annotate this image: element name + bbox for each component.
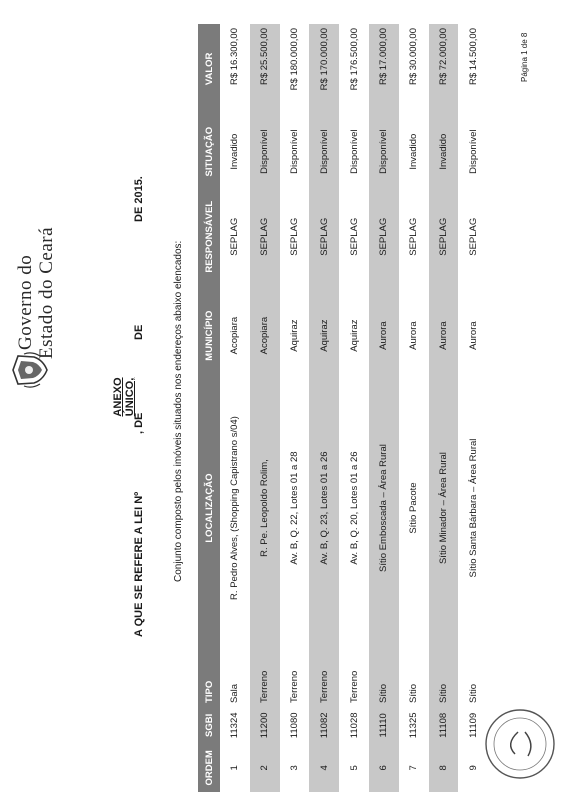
cell-tipo: Sítio	[408, 683, 420, 703]
imoveis-table	[198, 24, 488, 792]
cell-valor: R$ 176.500,00	[348, 28, 360, 91]
table-row	[369, 24, 399, 792]
cell-valor: R$ 14.500,00	[467, 28, 479, 86]
cell-responsavel: SEPLAG	[467, 217, 479, 256]
cell-ordem: 8	[429, 744, 459, 792]
cell-valor: R$ 17.000,00	[369, 24, 399, 114]
cell-municipio: Aurora	[369, 284, 399, 387]
cell-ordem: 7	[408, 765, 420, 771]
page-number: Página 1 de 8	[520, 32, 529, 82]
cell-sgbi: 11028	[348, 712, 360, 739]
cell-valor: R$ 72.000,00	[429, 24, 459, 114]
table-header-row	[198, 24, 220, 792]
refere-de2: DE	[133, 324, 145, 340]
cell-valor: R$ 16.300,00	[229, 28, 241, 86]
cell-situacao: Invadido	[429, 114, 459, 190]
cell-situacao: Disponível	[348, 129, 360, 174]
table-row	[280, 24, 310, 792]
table-row	[339, 24, 369, 792]
procuradoria-stamp-icon	[480, 704, 560, 784]
table-row	[250, 24, 280, 792]
cell-situacao: Disponível	[309, 114, 339, 190]
cell-localizacao: Sítio Santa Bárbara – Área Rural	[467, 438, 479, 578]
cell-responsavel: SEPLAG	[229, 217, 241, 256]
cell-sgbi: 11110	[369, 707, 399, 744]
cell-ordem: 2	[250, 744, 280, 792]
cell-localizacao: Sítio Minador – Área Rural	[429, 387, 459, 628]
cell-municipio: Aurora	[467, 321, 479, 350]
cell-situacao: Invadido	[408, 133, 420, 170]
cell-municipio: Aurora	[429, 284, 459, 387]
cell-responsavel: SEPLAG	[309, 190, 339, 284]
cell-situacao: Disponível	[467, 129, 479, 174]
cell-tipo: Terreno	[288, 670, 300, 703]
col-valor: VALOR	[198, 24, 220, 114]
cell-ordem: 1	[229, 765, 241, 771]
table-row	[399, 24, 429, 792]
col-tipo: TIPO	[198, 629, 220, 707]
cell-responsavel: SEPLAG	[348, 217, 360, 256]
table-row	[429, 24, 459, 792]
refere-de1: , DE	[133, 412, 145, 434]
cell-valor: R$ 170.000,00	[309, 24, 339, 114]
cell-localizacao: R. Pedro Alves, (Shopping Capistrano s/04)	[229, 416, 241, 600]
cell-tipo: Terreno	[250, 629, 280, 707]
cell-tipo: Sítio	[467, 683, 479, 703]
cell-valor: R$ 180.000,00	[288, 28, 300, 91]
cell-municipio: Aquiraz	[309, 284, 339, 387]
cell-tipo: Terreno	[309, 629, 339, 707]
cell-localizacao: Av. B, Q. 22, Lotes 01 a 28	[288, 451, 300, 565]
cell-tipo: Sala	[229, 683, 241, 703]
anexo-title: ANEXO ÚNICO,	[112, 377, 136, 417]
cell-tipo: Terreno	[348, 670, 360, 703]
col-localizacao: LOCALIZAÇÃO	[198, 387, 220, 628]
col-situacao: SITUAÇÃO	[198, 114, 220, 190]
table-row	[220, 24, 250, 792]
cell-ordem: 5	[348, 765, 360, 771]
gov-title-line1: Governo do	[15, 254, 36, 350]
cell-localizacao: R. Pe. Leopoldo Rolim,	[250, 387, 280, 628]
cell-sgbi: 11082	[309, 707, 339, 744]
cell-responsavel: SEPLAG	[369, 190, 399, 284]
cell-sgbi: 11324	[229, 712, 241, 739]
cell-valor: R$ 25.500,00	[250, 24, 280, 114]
cell-localizacao: Av. B, Q. 23, Lotes 01 a 26	[309, 387, 339, 628]
gov-title-line2: Estado do Ceará	[36, 226, 57, 359]
cell-situacao: Disponível	[288, 129, 300, 174]
col-ordem: ORDEM	[198, 744, 220, 792]
col-responsavel: RESPONSÁVEL	[198, 190, 220, 284]
cell-municipio: Aquiraz	[348, 319, 360, 352]
cell-localizacao: Sítio Emboscada – Área Rural	[369, 387, 399, 628]
cell-ordem: 3	[288, 765, 300, 771]
cell-municipio: Aurora	[408, 321, 420, 350]
cell-valor: R$ 30.000,00	[408, 28, 420, 86]
cell-municipio: Aquiraz	[288, 319, 300, 352]
cell-situacao: Disponível	[250, 114, 280, 190]
cell-responsavel: SEPLAG	[408, 217, 420, 256]
col-sgbi: SGBI	[198, 707, 220, 744]
table-row	[309, 24, 339, 792]
refere-year: DE 2015.	[133, 176, 145, 222]
cell-tipo: Sítio	[369, 629, 399, 707]
cell-ordem: 4	[309, 744, 339, 792]
cell-responsavel: SEPLAG	[429, 190, 459, 284]
table-row	[458, 24, 488, 792]
cell-municipio: Acopiara	[229, 316, 241, 355]
cell-municipio: Acopiara	[250, 284, 280, 387]
cell-sgbi: 11200	[250, 707, 280, 744]
cell-ordem: 6	[369, 744, 399, 792]
cell-responsavel: SEPLAG	[288, 217, 300, 256]
cell-situacao: Disponível	[369, 114, 399, 190]
col-municipio: MUNICÍPIO	[198, 284, 220, 387]
cell-responsavel: SEPLAG	[250, 190, 280, 284]
cell-localizacao: Av. B, Q. 20, Lotes 01 a 26	[348, 451, 360, 565]
cell-sgbi: 11325	[408, 712, 420, 739]
cell-sgbi: 11108	[429, 707, 459, 744]
cell-ordem: 9	[467, 765, 479, 771]
intro-text: Conjunto composto pelos imóveis situados nos endereços abaixo elencados:	[173, 240, 184, 582]
cell-localizacao: Sítio Pacote	[408, 482, 420, 534]
cell-situacao: Invadido	[229, 133, 241, 170]
cell-sgbi: 11109	[467, 712, 479, 738]
refere-label: A QUE SE REFERE A LEI Nº	[133, 491, 145, 637]
cell-sgbi: 11080	[288, 712, 300, 739]
cell-tipo: Sítio	[429, 629, 459, 707]
